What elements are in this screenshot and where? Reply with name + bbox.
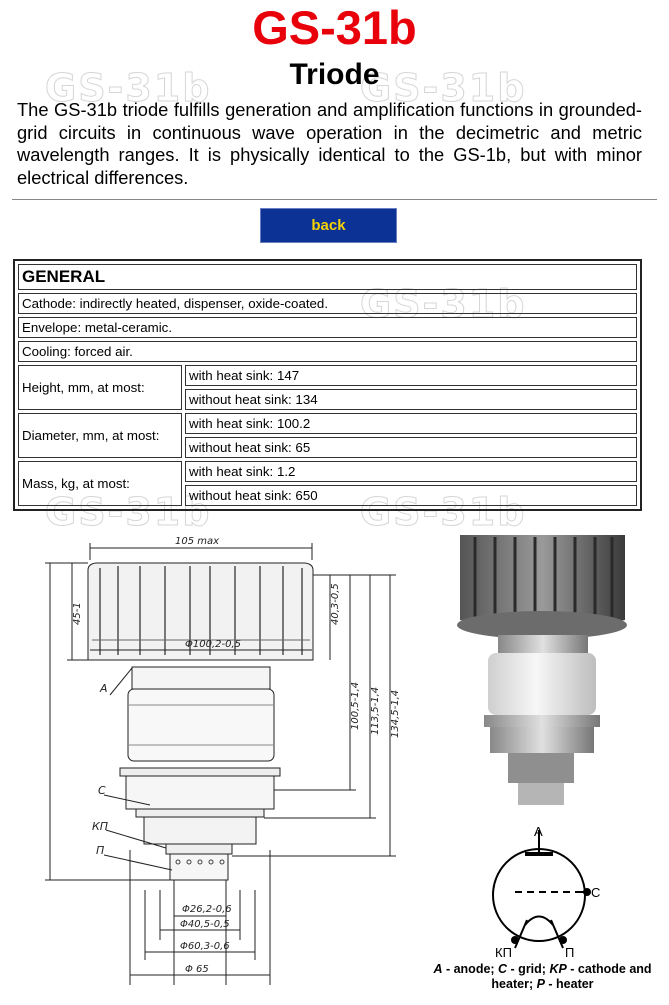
label-c: C [98, 784, 106, 797]
dim-403: 40,3-0,5 [330, 583, 341, 625]
spec-diameter-with: with heat sink: 100.2 [185, 413, 637, 434]
watermark: GS-31b [360, 282, 527, 326]
tube-schematic [475, 820, 615, 960]
dim-1005: 100,5-1,4 [350, 681, 361, 730]
spec-mass-without: without heat sink: 650 [185, 485, 637, 506]
dim-d1002: Φ100,2-0,5 [185, 639, 242, 650]
page-subtitle: Triode [289, 58, 380, 91]
watermark: GS-31b [45, 490, 212, 534]
watermark: GS-31b [360, 66, 527, 110]
label-a: A [100, 682, 108, 695]
intro-paragraph: The GS-31b triode fulfills generation and amplification functions in grounded-grid circuits in continuous wave operation in the decimetric and metric wavelength ranges. It is physically identical to the GS-1b, but with minor electrical differences. [17, 99, 642, 188]
divider [12, 199, 657, 200]
spec-mass-with: with heat sink: 1.2 [185, 461, 637, 482]
dimension-drawing [0, 525, 420, 995]
schem-a: A [534, 824, 543, 839]
schem-c: C [591, 885, 601, 900]
dim-1135: 113,5-1,4 [370, 686, 381, 735]
dim-d65: Φ 65 [185, 964, 209, 975]
dim-1345: 134,5-1,4 [390, 689, 401, 738]
dim-d405: Φ40,5-0,5 [180, 919, 230, 930]
dim-45: 45-1 [72, 602, 83, 625]
spec-header: GENERAL [18, 264, 637, 290]
spec-diameter-label: Diameter, mm, at most: [18, 413, 182, 458]
spec-envelope: Envelope: metal-ceramic. [18, 317, 637, 338]
spec-height-with: with heat sink: 147 [185, 365, 637, 386]
watermark: GS-31b [45, 66, 212, 110]
spec-mass-label: Mass, kg, at most: [18, 461, 182, 506]
label-p: П [96, 844, 105, 857]
schem-kp: КП [495, 945, 512, 960]
spec-diameter-without: without heat sink: 65 [185, 437, 637, 458]
page-title: GS-31b [252, 1, 417, 54]
spec-table [13, 259, 642, 511]
spec-cooling: Cooling: forced air. [18, 341, 637, 362]
tube-photo [440, 525, 640, 815]
dim-d603: Φ60,3-0,6 [180, 941, 230, 952]
dim-105max: 105 max [175, 536, 220, 547]
schem-p: П [565, 945, 575, 960]
back-button[interactable]: back [260, 208, 397, 243]
spec-height-label: Height, mm, at most: [18, 365, 182, 410]
spec-cathode: Cathode: indirectly heated, dispenser, oxide-coated. [18, 293, 637, 314]
watermark: GS-31b [360, 490, 527, 534]
dim-d262: Φ26,2-0,6 [182, 904, 232, 915]
label-kp: КП [92, 820, 109, 833]
spec-height-without: without heat sink: 134 [185, 389, 637, 410]
schematic-caption: A - anode; C - grid; KP - cathode and heater; P - heater [433, 962, 652, 991]
